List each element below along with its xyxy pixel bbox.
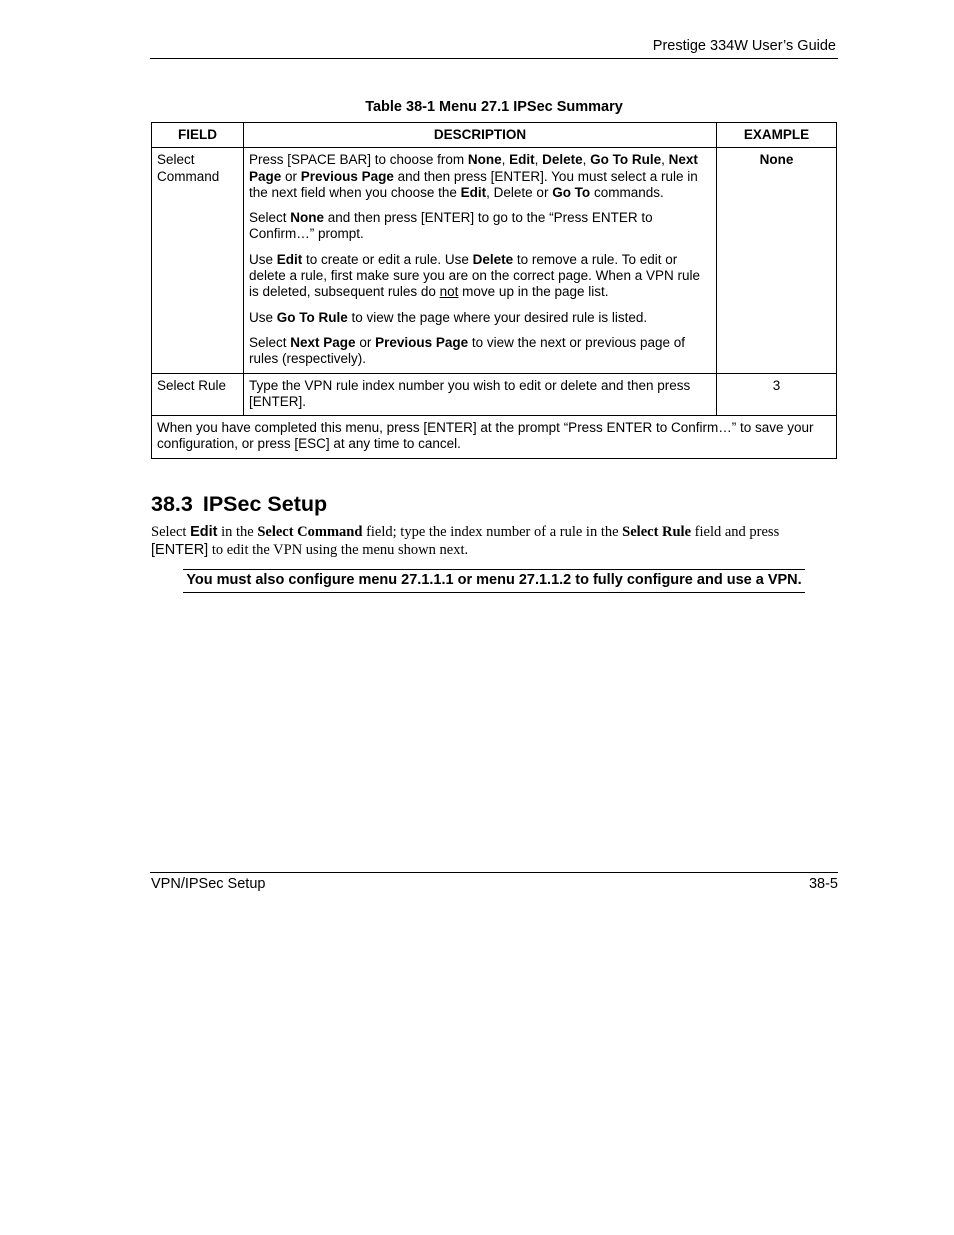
description-paragraph: Use Edit to create or edit a rule. Use Delete to remove a rule. To edit or delete a rule, first make sure you are on the correct page. When a VPN rule is deleted, subsequent rules do not move up in the page list. xyxy=(249,251,700,300)
section-body: Select Edit in the Select Command field; type the index number of a rule in the Select Rule field and press [ENTER] to edit the VPN using the menu shown next. xyxy=(151,524,780,558)
table-row xyxy=(152,148,837,373)
description-paragraph: Use Go To Rule to view the page where your desired rule is listed. xyxy=(249,309,648,325)
table-footer-note: When you have completed this menu, press [ENTER] at the prompt “Press ENTER to Confirm…” to save your configuration, or press [ESC] at any time to cancel. xyxy=(152,416,837,459)
description-paragraph: Select None and then press [ENTER] to go to the “Press ENTER to Confirm…” prompt. xyxy=(249,210,653,242)
table-row xyxy=(152,373,837,416)
section-heading xyxy=(151,492,327,517)
description-paragraph: Press [SPACE BAR] to choose from None, Edit, Delete, Go To Rule, Next Page or Previous Page and then press [ENTER]. You must select a rule in the next field when you choose the Edit, Delete or Go To commands. xyxy=(249,152,698,200)
running-header-title: Prestige 334W User’s Guide xyxy=(652,38,836,54)
header-divider xyxy=(150,58,838,59)
field-cell: Select Command xyxy=(152,148,244,373)
ipsec-summary-table xyxy=(151,122,837,459)
table-caption: Table 38-1 Menu 27.1 IPSec Summary xyxy=(365,99,623,115)
footer-divider xyxy=(150,872,838,873)
example-cell: None xyxy=(717,148,837,373)
note-callout: You must also configure menu 27.1.1.1 or menu 27.1.1.2 to fully configure and use a VPN. xyxy=(183,569,805,593)
header-description: DESCRIPTION xyxy=(244,123,717,148)
description-cell: Type the VPN rule index number you wish to edit or delete and then press [ENTER]. xyxy=(244,373,717,416)
description-cell xyxy=(244,148,717,373)
description-paragraph: Select Next Page or Previous Page to view the next or previous page of rules (respectively). xyxy=(249,334,686,367)
table-header-row xyxy=(152,123,837,148)
field-cell: Select Rule xyxy=(152,373,244,416)
example-cell: 3 xyxy=(717,373,837,416)
header-example: EXAMPLE xyxy=(717,123,837,148)
table-footer-row xyxy=(152,416,837,459)
section-title: IPSec Setup xyxy=(202,492,328,516)
header-field: FIELD xyxy=(152,123,244,148)
section-number: 38.3 xyxy=(151,492,193,516)
page-number: 38-5 xyxy=(808,876,838,892)
footer-chapter: VPN/IPSec Setup xyxy=(151,876,266,892)
